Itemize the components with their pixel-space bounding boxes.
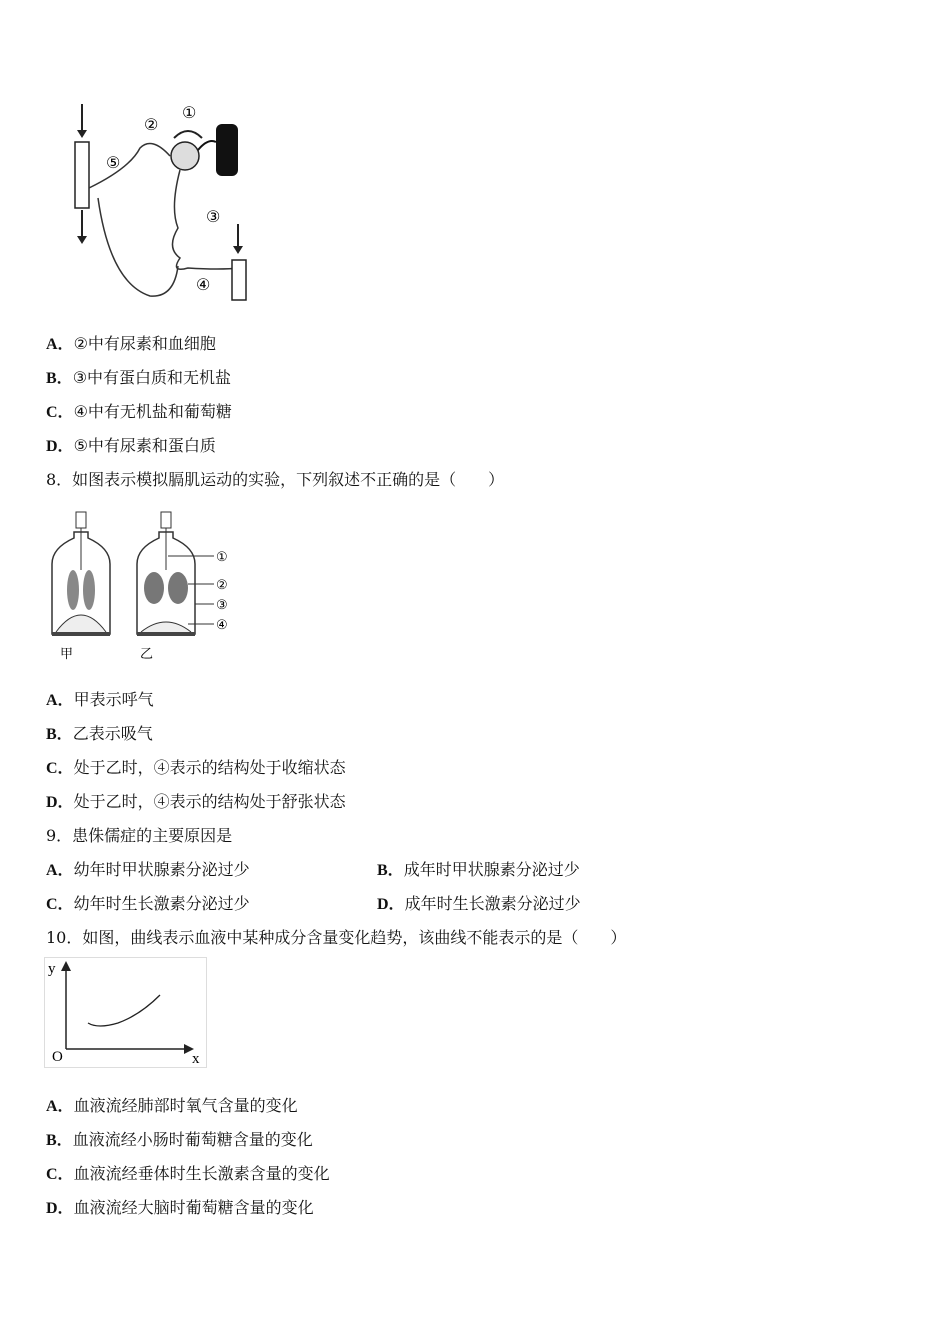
axis-y-label: y [48,961,56,977]
diaphragm-model-figure [48,508,248,668]
label-3: ③ [206,209,221,226]
jar-label-3: ③ [216,597,228,612]
q7-option-a: A．②中有尿素和血细胞 [46,334,216,353]
q10-option-d: D．血液流经大脑时葡萄糖含量的变化 [46,1198,314,1217]
q9-option-b: B．成年时甲状腺素分泌过少 [377,860,580,879]
q10-option-b: B．血液流经小肠时葡萄糖含量的变化 [46,1130,313,1149]
q8-option-d: D．处于乙时，④表示的结构处于舒张状态 [46,792,346,811]
q9-options-row-2 [46,893,906,916]
curve-figure [44,957,208,1069]
label-4: ④ [196,277,211,294]
q8-option-b: B．乙表示吸气 [46,724,153,743]
jar-caption-yi: 乙 [140,646,154,661]
jar-label-4: ④ [216,617,228,632]
label-2: ② [144,117,159,134]
q8-option-c: C．处于乙时，④表示的结构处于收缩状态 [46,758,346,777]
axis-x-label: x [192,1051,200,1067]
q9-option-c: C．幼年时生长激素分泌过少 [46,894,250,913]
axis-origin-label: O [52,1049,63,1065]
q7-option-c: C．④中有无机盐和葡萄糖 [46,402,232,421]
q8-option-a: A．甲表示呼气 [46,690,154,709]
label-1: ① [182,105,197,122]
label-5: ⑤ [106,155,121,172]
jar-caption-jia: 甲 [60,646,74,661]
q7-option-d: D．⑤中有尿素和蛋白质 [46,436,216,455]
q9-option-d: D．成年时生长激素分泌过少 [377,894,581,913]
q9-option-a: A．幼年时甲状腺素分泌过少 [46,860,250,879]
q8-stem: 8．如图表示模拟膈肌运动的实验，下列叙述不正确的是（ ） [46,470,505,489]
q7-option-b: B．③中有蛋白质和无机盐 [46,368,232,387]
q10-option-a: A．血液流经肺部时氧气含量的变化 [46,1096,298,1115]
q9-stem: 9．患侏儒症的主要原因是 [46,826,233,845]
jar-label-2: ② [216,577,228,592]
q10-option-c: C．血液流经垂体时生长激素含量的变化 [46,1164,330,1183]
jar-label-1: ① [216,549,228,564]
q10-stem: 10．如图，曲线表示血液中某种成分含量变化趋势，该曲线不能表示的是（ ） [46,928,627,947]
q9-options-row-1 [46,859,906,882]
nephron-figure [70,98,270,308]
